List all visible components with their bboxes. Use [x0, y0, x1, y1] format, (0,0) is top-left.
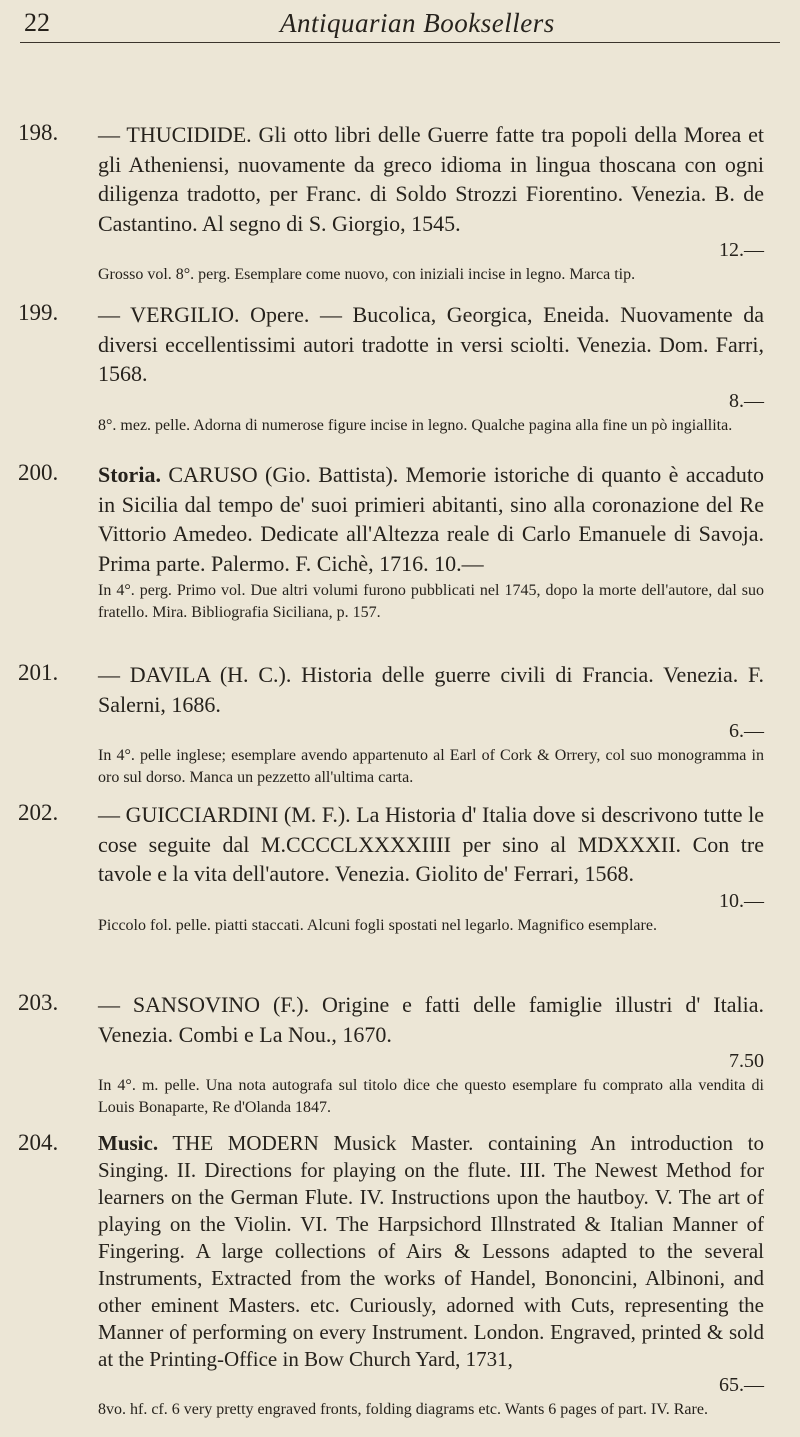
entry-price: 12.— [719, 239, 764, 261]
header-rule [20, 42, 780, 43]
entry-text: — DAVILA (H. C.). Historia delle guerre civili di Francia. Venezia. F. Salerni, 1686. [98, 662, 764, 717]
entry-note: 8vo. hf. cf. 6 very pretty engraved fronts, folding diagrams etc. Wants 6 pages of part. IV. Rare. [98, 1401, 708, 1418]
entry-text: Storia. CARUSO (Gio. Battista). Memorie istoriche di quanto è accaduto in Sicilia dal tempo de' suoi primieri abitanti, sino alla coronazione del Re Vittorio Amedeo. Dedicate all'Altezza reale di Carlo Emanuele di Savoja. Prima parte. Palermo. F. Cichè, 1716. 10.— [98, 462, 765, 576]
entry-price: 7.50 [729, 1050, 764, 1072]
entry-number: 201. [18, 660, 59, 685]
entry-number: 199. [18, 300, 59, 325]
entry-price: 10.— [719, 889, 764, 912]
entry-number: 203. [18, 990, 59, 1015]
entry-number: 202. [18, 800, 59, 825]
page-header [20, 6, 780, 56]
entry-price: 6.— [729, 720, 764, 742]
entry-note: In 4°. pelle inglese; esemplare avendo appartenuto al Earl of Cork & Orrery, col suo monogramma in oro sul dorso. Manca un pezzetto all'ultima carta. [98, 747, 764, 786]
entry-note: 8°. mez. pelle. Adorna di numerose figure incise in legno. Qualche pagina alla fine un pò ingiallita. [98, 416, 733, 434]
entry-number: 204. [18, 1130, 59, 1155]
entry-price: 65.— [719, 1374, 764, 1396]
entry-text: — GUICCIARDINI (M. F.). La Historia d' Italia dove si descrivono tutte le cose seguite dal M.CCCCLXXXXIIII per sino al MDXXXII. Con tre tavole e la vita dell'autore. Venezia. Giolito de' Ferrari, 1568. [98, 802, 764, 886]
entry-note: In 4°. m. pelle. Una nota autografa sul titolo dice che questo esemplare fu comprato alla vendita di Louis Bonaparte, Re d'Olanda 1847. [98, 1077, 764, 1116]
entry-note: Grosso vol. 8°. perg. Esemplare come nuovo, con iniziali incise in legno. Marca tip. [98, 266, 636, 283]
entry-price: 8.— [729, 389, 764, 412]
entry-number: 198. [18, 120, 59, 145]
page-number: 22 [24, 8, 50, 37]
entry-text: — THUCIDIDE. Gli otto libri delle Guerre fatte tra popoli della Morea et gli Atheniensi, nuovamente da greco idioma in lingua thoscana con ogni diligenza tradotto, per Franc. di Soldo Strozzi Fiorentino. Venezia. B. de Castantino. Al segno di S. Giorgio, 1545. [98, 122, 764, 236]
entry-note: Piccolo fol. pelle. piatti staccati. Alcuni fogli spostati nel legarlo. Magnifico esemplare. [98, 916, 657, 934]
entry-text: — VERGILIO. Opere. — Bucolica, Georgica, Eneida. Nuovamente da diversi eccellentissimi autori tradotte in versi sciolti. Venezia. Dom. Farri, 1568. [98, 302, 764, 386]
entry-note: In 4°. perg. Primo vol. Due altri volumi furono pubblicati nel 1745, dopo la morte dell'autore, dal suo fratello. Mira. Bibliografia Siciliana, p. 157. [98, 582, 764, 621]
entry-number: 200. [18, 460, 59, 485]
entry-text: — SANSOVINO (F.). Origine e fatti delle famiglie illustri d' Italia. Venezia. Combi e La Nou., 1670. [98, 992, 764, 1047]
running-title: Antiquarian Booksellers [280, 8, 555, 38]
entry-text: Music. THE MODERN Musick Master. containing An introduction to Singing. II. Directions for playing on the flute. III. The Newest Method for learners on the German Flute. IV. Instructions upon the hautboy. V. The art of playing on the Violin. VI. The Harpsichord Illnstrated & Italian Manner of Fingering. A large collections of Airs & Lessons adapted to the several Instruments, Extracted from the works of Handel, Bononcini, Albinoni, and other eminent Masters. etc. Curiously, adorned with Cuts, representing the Manner of performing on every Instrument. London. Engraved, printed & sold at the Printing-Office in Bow Church Yard, 1731, [98, 1131, 765, 1371]
